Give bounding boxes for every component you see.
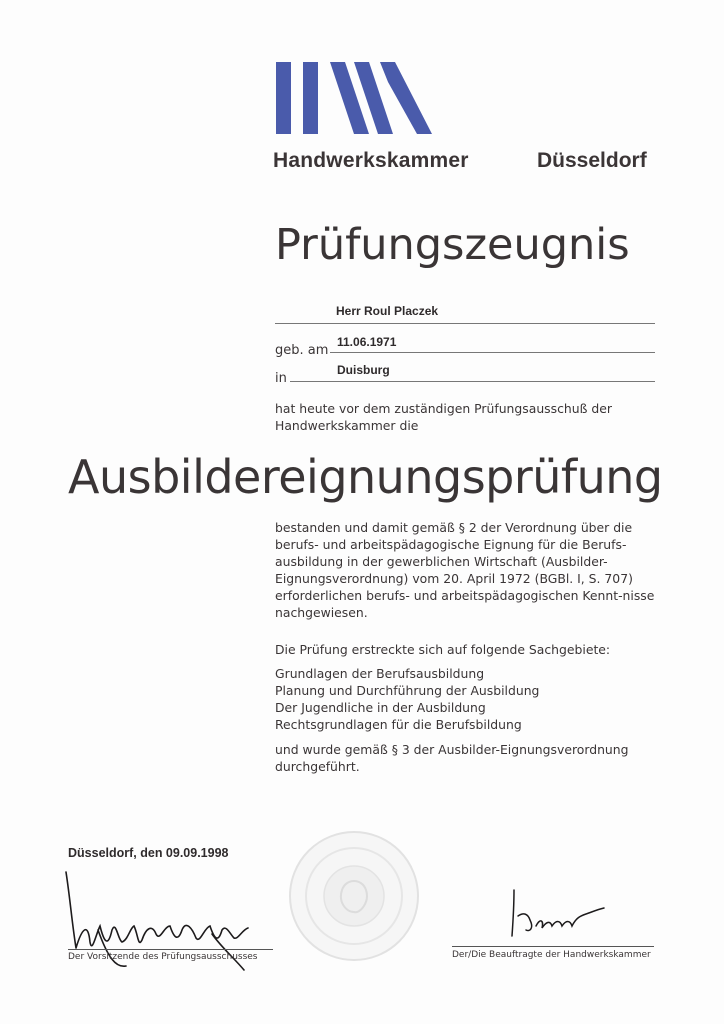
birth-date-underline bbox=[330, 352, 655, 353]
subjects-list bbox=[275, 665, 660, 733]
statement-text: bestanden und damit gemäß § 2 der Verordnung über die berufs- und arbeitspädagogische Eignung für die Berufs-ausbildung in der gewerblichen Wirtschaft (Ausbilder-Eignungsverordnung) vom 20. April 1972 (BGBl. I, S. 707) erforderlichen berufs- und arbeitspädagogischen Kennt-nisse nachgewiesen. bbox=[275, 520, 655, 620]
exam-name: Ausbildereignungsprüfung bbox=[68, 450, 663, 504]
hwk-logo-mark-icon bbox=[276, 62, 432, 134]
intro-text: hat heute vor dem zuständigen Prüfungsausschuß der Handwerkskammer die bbox=[275, 401, 612, 433]
subject-item: Grundlagen der Berufsausbildung bbox=[275, 666, 485, 681]
place-date: Düsseldorf, den 09.09.1998 bbox=[68, 846, 229, 860]
org-name: Handwerkskammer bbox=[273, 149, 469, 172]
subjects-intro: Die Prüfung erstreckte sich auf folgende Sachgebiete: bbox=[275, 642, 611, 657]
birth-date-label: geb. am bbox=[275, 343, 329, 358]
name-underline bbox=[275, 323, 655, 324]
signature-left-caption: Der Vorsitzende des Prüfungsausschusses bbox=[68, 952, 258, 962]
subject-item: Planung und Durchführung der Ausbildung bbox=[275, 683, 540, 698]
signature-left-line bbox=[68, 949, 273, 950]
closing-text: und wurde gemäß § 3 der Ausbilder-Eignungsverordnung durchgeführt. bbox=[275, 742, 629, 774]
document-title: Prüfungszeugnis bbox=[275, 220, 630, 270]
subject-item: Der Jugendliche in der Ausbildung bbox=[275, 700, 486, 715]
birth-place-underline bbox=[290, 381, 655, 382]
birth-place-label: in bbox=[275, 371, 287, 386]
signature-right-line bbox=[452, 946, 654, 947]
signature-right-caption: Der/Die Beauftragte der Handwerkskammer bbox=[452, 950, 651, 960]
embossed-seal-icon bbox=[286, 826, 422, 966]
signature-right bbox=[500, 886, 620, 946]
subject-item: Rechtsgrundlagen für die Berufsbildung bbox=[275, 717, 522, 732]
recipient-name: Herr Roul Placzek bbox=[336, 304, 439, 318]
birth-place-value: Duisburg bbox=[337, 363, 390, 377]
birth-date-value: 11.06.1971 bbox=[337, 335, 397, 349]
org-city: Düsseldorf bbox=[537, 149, 647, 172]
